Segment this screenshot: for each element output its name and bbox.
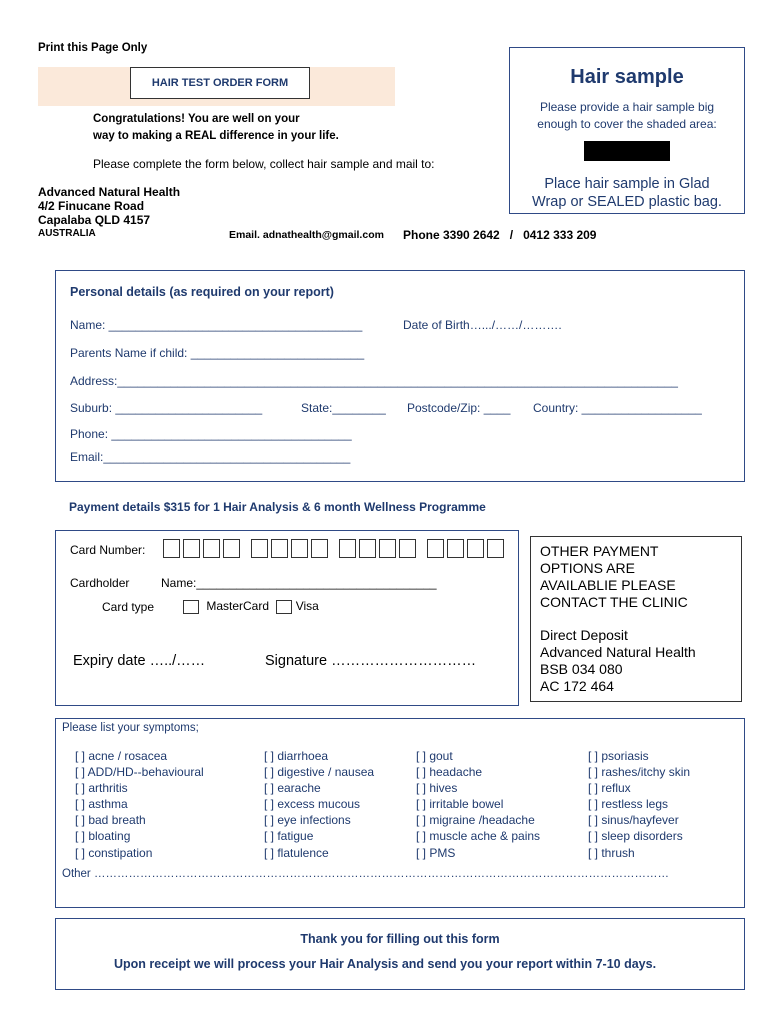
- cardholder-name-field[interactable]: Name:____________________________________: [161, 576, 437, 590]
- symptom-item[interactable]: [ ] flatulence: [264, 846, 329, 860]
- deposit-account-name: Advanced Natural Health: [540, 644, 696, 660]
- card-digit-box[interactable]: [379, 539, 396, 558]
- card-digit-box[interactable]: [183, 539, 200, 558]
- instruction-text: Please complete the form below, collect hair sample and mail to:: [93, 157, 435, 171]
- visa-checkbox[interactable]: [276, 600, 292, 614]
- shaded-area: [584, 141, 670, 161]
- symptom-item[interactable]: [ ] reflux: [588, 781, 631, 795]
- symptom-item[interactable]: [ ] muscle ache & pains: [416, 829, 541, 843]
- mastercard-checkbox[interactable]: [183, 600, 199, 614]
- address-line-2: 4/2 Finucane Road: [38, 199, 145, 213]
- signature-field[interactable]: Signature …………………………: [265, 653, 477, 669]
- congrats-line-1: Congratulations! You are well on your: [93, 113, 300, 125]
- card-type-label: Card type: [102, 600, 155, 614]
- address-line-3: Capalaba QLD 4157: [38, 213, 151, 227]
- card-number-group-1: [163, 539, 243, 558]
- card-digit-box[interactable]: [399, 539, 416, 558]
- hair-sample-box: [509, 47, 745, 214]
- symptoms-column-2: [264, 748, 374, 861]
- card-digit-box[interactable]: [311, 539, 328, 558]
- symptom-item[interactable]: [ ] PMS: [416, 846, 456, 860]
- form-title: HAIR TEST ORDER FORM: [130, 67, 310, 99]
- card-digit-box[interactable]: [487, 539, 504, 558]
- card-type-options: [183, 599, 319, 614]
- card-digit-box[interactable]: [359, 539, 376, 558]
- card-number-group-4: [427, 539, 507, 558]
- email-field[interactable]: Email:_____________________________________: [70, 450, 351, 464]
- symptom-item[interactable]: [ ] irritable bowel: [416, 797, 504, 811]
- symptom-item[interactable]: [ ] rashes/itchy skin: [588, 765, 691, 779]
- symptom-item[interactable]: [ ] gout: [416, 749, 453, 763]
- other-payment-box: [530, 536, 742, 702]
- symptom-item[interactable]: [ ] ADD/HD--behavioural: [75, 765, 204, 779]
- mailing-address: [38, 185, 180, 241]
- mastercard-label: MasterCard: [206, 599, 270, 613]
- symptom-item[interactable]: [ ] sleep disorders: [588, 829, 683, 843]
- visa-label: Visa: [295, 599, 319, 613]
- hair-sample-title: Hair sample: [570, 66, 684, 88]
- other-payment-line-2: OPTIONS ARE: [540, 560, 635, 576]
- card-digit-box[interactable]: [251, 539, 268, 558]
- symptom-item[interactable]: [ ] sinus/hayfever: [588, 813, 679, 827]
- symptom-item[interactable]: [ ] restless legs: [588, 797, 669, 811]
- placement-line-2: Wrap or SEALED plastic bag.: [532, 194, 722, 210]
- symptom-item[interactable]: [ ] headache: [416, 765, 483, 779]
- hair-sample-instruction: Please provide a hair sample big enough to cover the shaded area:: [537, 100, 717, 131]
- print-note: Print this Page Only: [38, 42, 148, 54]
- symptom-item[interactable]: [ ] eye infections: [264, 813, 351, 827]
- placement-line-1: Place hair sample in Glad: [544, 176, 710, 192]
- symptoms-heading: Please list your symptoms;: [62, 722, 199, 734]
- symptom-item[interactable]: [ ] migraine /headache: [416, 813, 535, 827]
- symptoms-column-3: [416, 748, 540, 861]
- card-number-label: Card Number:: [70, 543, 146, 557]
- congrats-line-2: way to making a REAL difference in your life.: [93, 130, 339, 142]
- suburb-field[interactable]: Suburb: ______________________: [70, 401, 263, 415]
- cardholder-label: Cardholder: [70, 576, 130, 590]
- card-digit-box[interactable]: [339, 539, 356, 558]
- clinic-phone: Phone 3390 2642 / 0412 333 209: [403, 228, 597, 242]
- symptom-item[interactable]: [ ] hives: [416, 781, 458, 795]
- deposit-account-number: AC 172 464: [540, 678, 614, 694]
- clinic-email: Email. adnathealth@gmail.com: [229, 229, 384, 241]
- card-digit-box[interactable]: [427, 539, 444, 558]
- receipt-text: Upon receipt we will process your Hair Analysis and send you your report within 7-10 days.: [114, 957, 657, 971]
- card-number-group-2: [251, 539, 331, 558]
- deposit-bsb: BSB 034 080: [540, 661, 623, 677]
- other-payment-line-4: CONTACT THE CLINIC: [540, 594, 688, 610]
- symptom-item[interactable]: [ ] asthma: [75, 797, 128, 811]
- name-field[interactable]: Name: ______________________________________: [70, 318, 363, 332]
- hair-sample-placement: [510, 175, 744, 211]
- expiry-date-field[interactable]: Expiry date …../……: [73, 653, 206, 669]
- card-digit-box[interactable]: [291, 539, 308, 558]
- symptom-item[interactable]: [ ] diarrhoea: [264, 749, 329, 763]
- address-line-1: Advanced Natural Health: [38, 185, 181, 199]
- state-field[interactable]: State:________: [301, 401, 386, 415]
- direct-deposit-title: Direct Deposit: [540, 627, 628, 643]
- country-field[interactable]: Country: __________________: [533, 401, 702, 415]
- symptom-item[interactable]: [ ] acne / rosacea: [75, 749, 168, 763]
- symptoms-column-4: [588, 748, 690, 861]
- symptom-item[interactable]: [ ] bad breath: [75, 813, 146, 827]
- symptom-item[interactable]: [ ] earache: [264, 781, 321, 795]
- thank-you-box: [55, 918, 745, 990]
- other-symptoms-field[interactable]: Other ……………………………………………………………………………………………………………………………………: [62, 868, 669, 880]
- postcode-field[interactable]: Postcode/Zip: ____: [407, 401, 511, 415]
- other-payment-line-3: AVAILABLIE PLEASE: [540, 577, 676, 593]
- personal-details-heading: Personal details (as required on your report): [70, 285, 334, 299]
- card-digit-box[interactable]: [223, 539, 240, 558]
- payment-heading: Payment details $315 for 1 Hair Analysis & 6 month Wellness Programme: [69, 500, 486, 514]
- congrats-text: [93, 111, 339, 145]
- card-digit-box[interactable]: [203, 539, 220, 558]
- symptom-item[interactable]: [ ] constipation: [75, 846, 153, 860]
- phone-field[interactable]: Phone: ____________________________________: [70, 427, 352, 441]
- symptom-item[interactable]: [ ] excess mucous: [264, 797, 361, 811]
- address-country: AUSTRALIA: [38, 228, 96, 239]
- symptom-item[interactable]: [ ] thrush: [588, 846, 635, 860]
- symptoms-column-1: [75, 748, 204, 861]
- symptom-item[interactable]: [ ] arthritis: [75, 781, 128, 795]
- dob-field[interactable]: Date of Birth….../……/……….: [403, 318, 562, 332]
- symptom-item[interactable]: [ ] fatigue: [264, 829, 314, 843]
- card-digit-box[interactable]: [467, 539, 484, 558]
- symptom-item[interactable]: [ ] bloating: [75, 829, 131, 843]
- card-digit-box[interactable]: [447, 539, 464, 558]
- card-digit-box[interactable]: [271, 539, 288, 558]
- symptom-item[interactable]: [ ] psoriasis: [588, 749, 649, 763]
- card-number-group-3: [339, 539, 419, 558]
- parents-name-field[interactable]: Parents Name if child: __________________________: [70, 346, 365, 360]
- other-payment-line-1: OTHER PAYMENT: [540, 543, 659, 559]
- symptom-item[interactable]: [ ] digestive / nausea: [264, 765, 375, 779]
- card-digit-box[interactable]: [163, 539, 180, 558]
- address-field[interactable]: Address:____________________________________________________________________________________: [70, 374, 678, 388]
- thank-you-text: Thank you for filling out this form: [300, 932, 500, 946]
